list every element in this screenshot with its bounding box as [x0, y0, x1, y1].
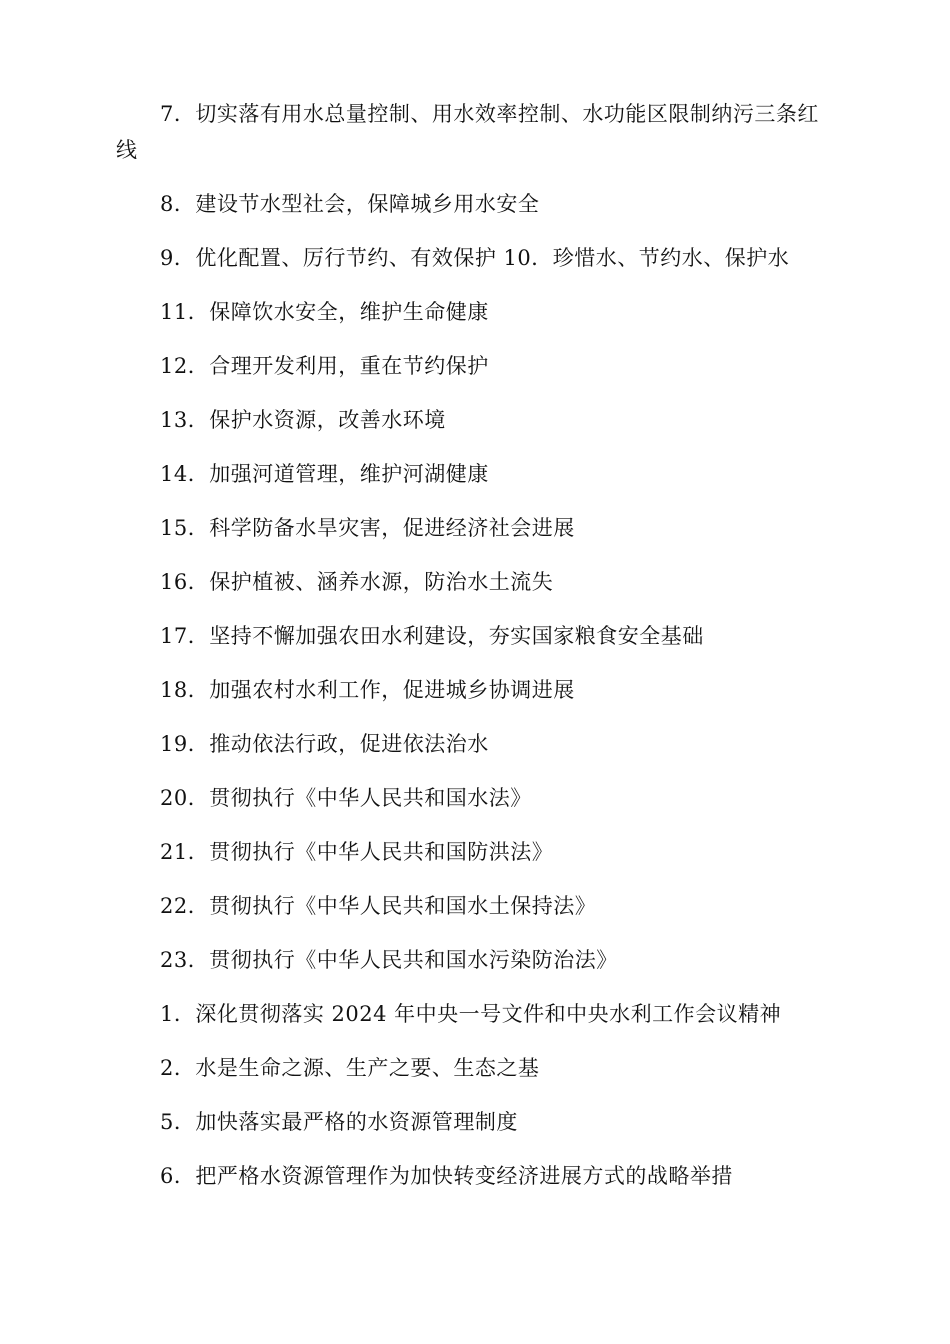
- paragraph-22: 22．贯彻执行《中华人民共和国水土保持法》: [160, 894, 597, 918]
- paragraph-12: 12．合理开发利用，重在节约保护: [160, 354, 489, 378]
- paragraph-23: 23．贯彻执行《中华人民共和国水污染防治法》: [160, 948, 618, 972]
- paragraph-21: 21．贯彻执行《中华人民共和国防洪法》: [160, 840, 554, 864]
- paragraph-14: 14．加强河道管理，维护河湖健康: [160, 462, 489, 486]
- paragraph-11: 11．保障饮水安全，维护生命健康: [160, 300, 489, 324]
- paragraph-7: 7．切实落有用水总量控制、用水效率控制、水功能区限制纳污三条红线: [116, 102, 819, 162]
- paragraph-1: 1．深化贯彻落实 2024 年中央一号文件和中央水利工作会议精神: [160, 1002, 782, 1026]
- paragraph-6: 6．把严格水资源管理作为加快转变经济进展方式的战略举措: [160, 1164, 733, 1188]
- paragraph-20: 20．贯彻执行《中华人民共和国水法》: [160, 786, 532, 810]
- paragraph-16: 16．保护植被、涵养水源，防治水土流失: [160, 570, 554, 594]
- paragraph-17: 17．坚持不懈加强农田水利建设，夯实国家粮食安全基础: [160, 624, 704, 648]
- paragraph-8: 8．建设节水型社会，保障城乡用水安全: [160, 192, 540, 216]
- paragraph-9-10: 9．优化配置、厉行节约、有效保护 10．珍惜水、节约水、保护水: [160, 246, 790, 270]
- paragraph-5: 5．加快落实最严格的水资源管理制度: [160, 1110, 518, 1134]
- paragraph-13: 13．保护水资源，改善水环境: [160, 408, 446, 432]
- paragraph-15: 15．科学防备水旱灾害，促进经济社会进展: [160, 516, 575, 540]
- paragraph-2: 2．水是生命之源、生产之要、生态之基: [160, 1056, 540, 1080]
- paragraph-18: 18．加强农村水利工作，促进城乡协调进展: [160, 678, 575, 702]
- paragraph-19: 19．推动依法行政，促进依法治水: [160, 732, 489, 756]
